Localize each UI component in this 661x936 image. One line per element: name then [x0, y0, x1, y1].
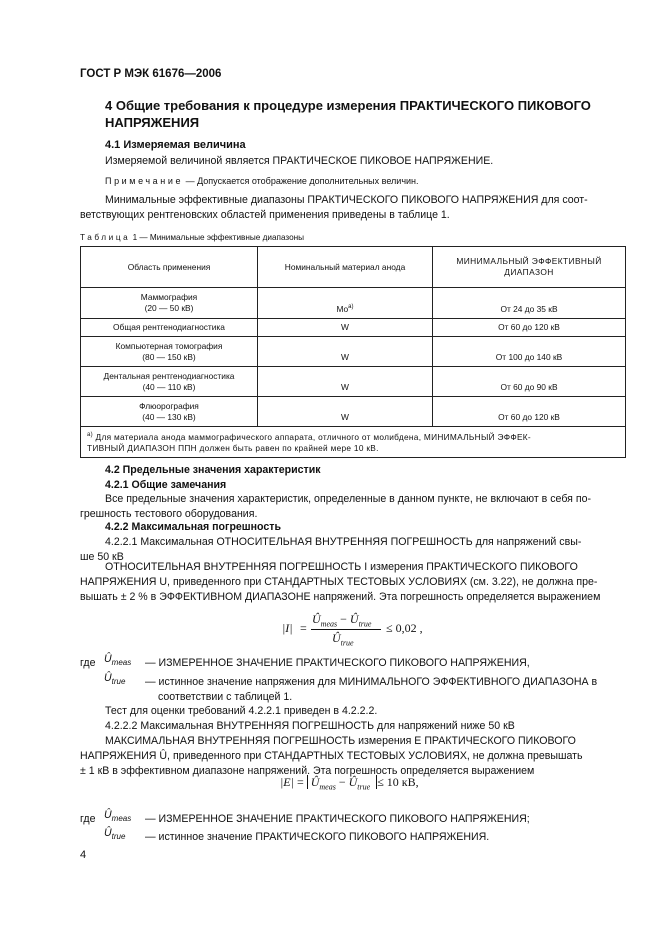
- s41-note: Примечание — Допускается отображение дополнительных величин.: [105, 176, 419, 186]
- s4222-paragraph: 4.2.2.2 Максимальная ВНУТРЕННЯЯ ПОГРЕШНОСТЬ для напряжений ниже 50 кВ МАКСИМАЛЬНАЯ ВНУТРЕННЯЯ ПОГРЕШНОСТЬ измерения E ПРАКТИЧЕСКОГО ПИКОВОГО НАПРЯЖЕНИЯ Û, приведенного при СТАНДАРТНЫХ ТЕСТОВЫХ УСЛОВИЯХ, не должна превышать ± 1 кВ в эффективном диапазоне напряжений. Эта погрешность определяется выражением: [80, 720, 583, 777]
- table-row: Дентальная рентгенодиагностика (40 — 110 кВ) W От 60 до 90 кВ: [81, 367, 626, 397]
- defs1-true-text: — истинное значение напряжения для МИНИМАЛЬНОГО ЭФФЕКТИВНОГО ДИАПАЗОНА в соответствии с таблицей 1.: [145, 676, 598, 703]
- relative-error-paragraph: ОТНОСИТЕЛЬНАЯ ВНУТРЕННЯЯ ПОГРЕШНОСТЬ I измерения ПРАКТИЧЕСКОГО ПИКОВОГО НАПРЯЖЕНИЯ U, приведенного при СТАНДАРТНЫХ ТЕСТОВЫХ УСЛОВИЯХ (см. 3.22), не должна пре- вышать ± 2 % в ЭФФЕКТИВНОМ ДИАПАЗОНЕ напряжений. Эта погрешность определяется выражением: [80, 561, 601, 603]
- section-4-2-1-heading: 4.2.1 Общие замечания: [105, 479, 227, 491]
- table-1-caption: Таблица 1 — Минимальные эффективные диапазоны: [80, 233, 305, 242]
- table-header-row: [81, 247, 626, 288]
- table-footnote-row: [81, 427, 626, 458]
- formula-relative-error: |I| = $Û_{meas}$ − $Û_{true}$ $Û_{true}$ ≤ 0,02 ,: [282, 612, 423, 648]
- s41-paragraph-2: Минимальные эффективные диапазоны ПРАКТИЧЕСКОГО ПИКОВОГО НАПРЯЖЕНИЯ для соот- ветствующих рентгеновских областей применения приведены в таблице 1.: [80, 194, 588, 221]
- document-header: ГОСТ Р МЭК 61676—2006: [80, 68, 222, 80]
- defs2-meas-text: — ИЗМЕРЕННОЕ ЗНАЧЕНИЕ ПРАКТИЧЕСКОГО ПИКОВОГО НАПРЯЖЕНИЯ;: [145, 813, 530, 825]
- s421-paragraph: Все предельные значения характеристик, определенные в данном пункте, не включают в себя по- грешность тестового оборудования.: [80, 493, 591, 520]
- test-reference: Тест для оценки требований 4.2.2.1 приведен в 4.2.2.2.: [105, 705, 378, 717]
- th-area: Область применения: [81, 247, 258, 288]
- defs2-true-text: — истинное значение ПРАКТИЧЕСКОГО ПИКОВОГО НАПРЯЖЕНИЯ.: [145, 831, 490, 843]
- defs2-symbol-true: $Û_{true}$: [104, 827, 126, 842]
- table-row: Маммография (20 — 50 кВ) Mo$^{a)}$ От 24 до 35 кВ: [81, 288, 626, 319]
- th-anode: Номинальный материал анода: [258, 247, 433, 288]
- table-row: Общая рентгенодиагностика W От 60 до 120 кВ: [81, 319, 626, 337]
- defs2-symbol-meas: $Û_{meas}$: [104, 809, 132, 824]
- section-4-1-heading: 4.1 Измеряемая величина: [105, 139, 246, 151]
- section-4-title: 4 Общие требования к процедуре измерения ПРАКТИЧЕСКОГО ПИКОВОГО НАПРЯЖЕНИЯ: [105, 98, 591, 130]
- table-row: Флюорография (40 — 130 кВ) W От 60 до 120 кВ: [81, 397, 626, 427]
- defs1-symbol-meas: $Û_{meas}$: [104, 653, 132, 668]
- section-4-2-heading: 4.2 Предельные значения характеристик: [105, 464, 321, 476]
- formula-absolute-error: $|E| = Û_{meas}$ − $Û_{true} \le 10$ кВ,: [280, 775, 419, 792]
- defs1-where: где: [80, 657, 96, 669]
- section-4-2-2-heading: 4.2.2 Максимальная погрешность: [105, 521, 281, 533]
- s4221-paragraph: 4.2.2.1 Максимальная ОТНОСИТЕЛЬНАЯ ВНУТРЕННЯЯ ПОГРЕШНОСТЬ для напряжений свы- ше 50 кВ: [80, 536, 582, 563]
- defs1-meas-text: — ИЗМЕРЕННОЕ ЗНАЧЕНИЕ ПРАКТИЧЕСКОГО ПИКОВОГО НАПРЯЖЕНИЯ,: [145, 657, 530, 669]
- table-row: Компьютерная томография (80 — 150 кВ) W От 100 до 140 кВ: [81, 337, 626, 367]
- th-range: МИНИМАЛЬНЫЙ ЭФФЕКТИВНЫЙ ДИАПАЗОН: [433, 247, 626, 288]
- defs1-symbol-true: $Û_{true}$: [104, 672, 126, 687]
- fraction-bar: [311, 629, 381, 630]
- s41-paragraph: Измеряемой величиной является ПРАКТИЧЕСКОЕ ПИКОВОЕ НАПРЯЖЕНИЕ.: [105, 155, 494, 167]
- table-footnote: $^{a)}$ Для материала анода маммографического аппарата, отличного от молибдена, МИНИМАЛЬНЫЙ ЭФФЕК- ТИВНЫЙ ДИАПАЗОН ППН должен быть равен по крайней мере 10 кВ.: [81, 427, 626, 458]
- page-number: 4: [80, 849, 87, 861]
- table-1: [80, 246, 626, 458]
- defs2-where: где: [80, 813, 96, 825]
